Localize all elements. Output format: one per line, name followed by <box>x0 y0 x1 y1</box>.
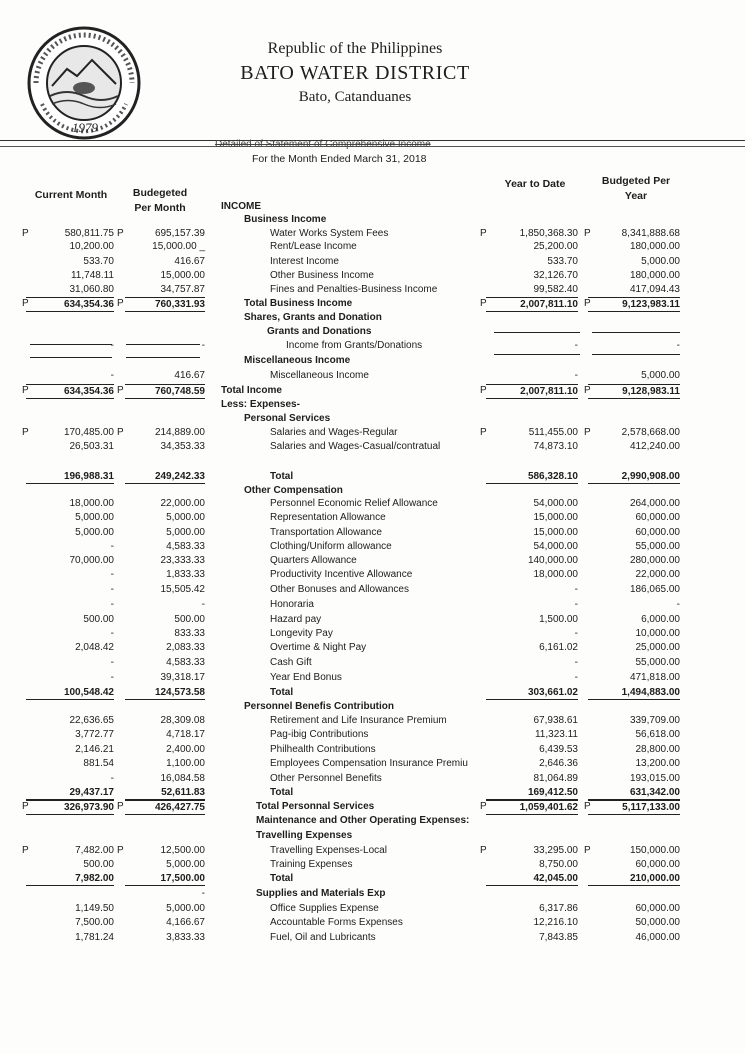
cell-bm: 15,505.42 <box>160 584 205 595</box>
cell-cm: 170,485.00 <box>63 427 114 438</box>
row-label: Quarters Allowance <box>270 555 357 566</box>
row-label: Total Personnal Services <box>256 801 375 812</box>
cell-bpy: 25,000.00 <box>635 642 680 653</box>
peso-sign: P <box>584 845 591 856</box>
cell-ytd: 15,000.00 <box>533 512 578 523</box>
row-label: Personal Services <box>244 413 331 424</box>
cell-cm: 31,060.80 <box>69 284 114 295</box>
cell-bm: 3,833.33 <box>166 932 205 943</box>
row-label: INCOME <box>221 201 261 212</box>
row-label: Other Compensation <box>244 485 343 496</box>
row-label: Miscellaneous Income <box>270 370 369 381</box>
row-label: Overtime & Night Pay <box>270 642 367 653</box>
peso-sign: P <box>584 427 591 438</box>
row-label: Other Bonuses and Allowances <box>270 584 409 595</box>
row-label: Total <box>270 873 294 884</box>
cell-ytd: 586,328.10 <box>486 470 578 484</box>
cell-bm: 4,718.17 <box>166 729 205 740</box>
cell-bm: 16,084.58 <box>160 773 205 784</box>
cell-bpy: 180,000.00 <box>629 270 680 281</box>
cell-cm: 11,748.11 <box>70 270 114 281</box>
row-label: Accountable Forms Expenses <box>270 917 403 928</box>
blank-line <box>494 332 580 333</box>
peso-sign: P <box>117 845 124 856</box>
cell-bpy: 150,000.00 <box>629 845 680 856</box>
cell-ytd: - <box>574 672 578 683</box>
cell-cm: 326,973.90 <box>26 800 114 815</box>
row-label: Hazard pay <box>270 614 322 625</box>
cell-ytd: 6,439.53 <box>539 744 578 755</box>
cell-cm: 5,000.00 <box>75 527 114 538</box>
cell-cm: 5,000.00 <box>75 512 114 523</box>
peso-sign: P <box>480 427 487 438</box>
cell-cm: 1,149.50 <box>75 903 114 914</box>
cell-ytd: 11,323.11 <box>534 729 578 740</box>
cell-ytd: 15,000.00 <box>533 527 578 538</box>
cell-ytd: 2,007,811.10 <box>486 384 578 399</box>
cell-bpy: 264,000.00 <box>629 498 680 509</box>
cell-bm: 15,000.00 <box>160 270 205 281</box>
cell-cm: 580,811.75 <box>64 228 114 239</box>
cell-bm: 28,309.08 <box>160 715 205 726</box>
col-year-to-date: Year to Date <box>504 178 566 190</box>
cell-ytd: 169,412.50 <box>486 786 578 800</box>
peso-sign: P <box>22 801 29 812</box>
cell-cm: 196,988.31 <box>26 470 114 484</box>
col-current-month: Current Month <box>34 189 108 201</box>
cell-bpy: 5,117,133.00 <box>588 800 680 815</box>
cell-bpy: 193,015.00 <box>629 773 680 784</box>
cell-ytd: 42,045.00 <box>486 872 578 886</box>
cell-bpy: 56,618.00 <box>635 729 680 740</box>
statement-period: For the Month Ended March 31, 2018 <box>252 153 427 165</box>
cell-bpy: 50,000.00 <box>635 917 680 928</box>
row-label: Honoraria <box>270 599 314 610</box>
row-label: Philhealth Contributions <box>270 744 376 755</box>
cell-bpy: 13,200.00 <box>635 758 680 769</box>
cell-bpy: 22,000.00 <box>635 569 680 580</box>
cell-bpy: 55,000.00 <box>635 541 680 552</box>
cell-bpy: - <box>676 599 680 610</box>
cell-cm: 7,982.00 <box>26 872 114 886</box>
cell-ytd: - <box>574 599 578 610</box>
header-address: Bato, Catanduanes <box>298 89 412 105</box>
row-label: Other Personnel Benefits <box>270 773 382 784</box>
cell-cm: 1,781.24 <box>75 932 114 943</box>
cell-bm: 426,427.75 <box>125 800 205 815</box>
cell-bpy: 5,000.00 <box>641 256 680 267</box>
cell-ytd: 81,064.89 <box>533 773 578 784</box>
row-label: Longevity Pay <box>270 628 333 639</box>
cell-ytd: - <box>574 657 578 668</box>
cell-bm: - <box>201 599 205 610</box>
cell-ytd: 2,007,811.10 <box>486 297 578 312</box>
row-label: Salaries and Wages-Casual/contratual <box>270 441 441 452</box>
cell-bm: - <box>201 888 205 899</box>
cell-bm: 416.67 <box>174 256 205 267</box>
row-label: Shares, Grants and Donation <box>244 312 382 323</box>
cell-cm: - <box>110 541 114 552</box>
cell-cm: 634,354.36 <box>26 297 114 312</box>
row-label: Travelling Expenses <box>256 830 353 841</box>
cell-bpy: 471,818.00 <box>629 672 680 683</box>
row-label: Less: Expenses- <box>221 399 300 410</box>
cell-bm: 17,500.00 <box>125 872 205 886</box>
cell-ytd: 511,455.00 <box>528 427 578 438</box>
header-republic: Republic of the Philippines <box>267 40 443 57</box>
cell-ytd: 18,000.00 <box>533 569 578 580</box>
cell-bpy: 9,128,983.11 <box>588 384 680 399</box>
cell-bm: 1,100.00 <box>166 758 205 769</box>
cell-cm: - <box>110 569 114 580</box>
col-budgeted-per-year: Budgeted Per Year <box>601 175 671 202</box>
cell-cm: - <box>110 773 114 784</box>
row-label: Personnel Economic Relief Allowance <box>270 498 438 509</box>
cell-cm: 29,437.17 <box>26 786 114 800</box>
blank-line <box>30 357 112 358</box>
row-label: Interest Income <box>270 256 339 267</box>
cell-ytd: 533.70 <box>547 256 578 267</box>
row-label: Productivity Incentive Allowance <box>270 569 413 580</box>
cell-bm: - <box>201 340 205 351</box>
peso-sign: P <box>22 845 29 856</box>
cell-bm: 5,000.00 <box>166 903 205 914</box>
cell-bpy: 180,000.00 <box>629 241 680 252</box>
row-label: Office Supplies Expense <box>270 903 379 914</box>
cell-bm: 695,157.39 <box>154 228 205 239</box>
cell-cm: 22,636.65 <box>69 715 114 726</box>
peso-sign: P <box>117 298 124 309</box>
svg-text:1979: 1979 <box>72 120 98 135</box>
row-label: Representation Allowance <box>270 512 386 523</box>
cell-cm: 100,548.42 <box>26 686 114 700</box>
row-label: Supplies and Materials Exp <box>256 888 386 899</box>
row-label: Total <box>270 471 294 482</box>
cell-bm: 15,000.00 _ <box>152 241 205 252</box>
cell-ytd: 2,646.36 <box>539 758 578 769</box>
cell-ytd: 1,059,401.62 <box>486 800 578 815</box>
cell-bm: 2,083.33 <box>166 642 205 653</box>
cell-cm: - <box>110 672 114 683</box>
cell-ytd: 8,750.00 <box>539 859 578 870</box>
row-label: Employees Compensation Insurance Premiu <box>270 758 468 769</box>
row-label: Fuel, Oil and Lubricants <box>270 932 376 943</box>
row-label: Total Income <box>221 385 282 396</box>
peso-sign: P <box>584 385 591 396</box>
peso-sign: P <box>117 228 124 239</box>
cell-bm: 34,353.33 <box>160 441 205 452</box>
cell-bm: 833.33 <box>174 628 205 639</box>
cell-cm: - <box>110 340 114 351</box>
row-label: Transportation Allowance <box>270 527 382 538</box>
cell-bpy: 10,000.00 <box>635 628 680 639</box>
cell-bpy: 210,000.00 <box>588 872 680 886</box>
cell-bm: 500.00 <box>174 614 205 625</box>
cell-cm: 634,354.36 <box>26 384 114 399</box>
cell-ytd: 74,873.10 <box>533 441 578 452</box>
cell-ytd: 67,938.61 <box>533 715 578 726</box>
cell-bpy: 412,240.00 <box>629 441 680 452</box>
cell-bpy: 60,000.00 <box>635 859 680 870</box>
peso-sign: P <box>22 427 29 438</box>
cell-ytd: 1,500.00 <box>539 614 578 625</box>
cell-ytd: - <box>574 370 578 381</box>
cell-bpy: 5,000.00 <box>641 370 680 381</box>
row-label: Personnel Benefis Contribution <box>244 701 395 712</box>
cell-cm: - <box>110 584 114 595</box>
row-label: Pag-ibig Contributions <box>270 729 369 740</box>
row-label: Retirement and Life Insurance Premium <box>270 715 447 726</box>
cell-bm: 5,000.00 <box>166 512 205 523</box>
cell-bpy: 60,000.00 <box>635 512 680 523</box>
cell-cm: 70,000.00 <box>69 555 114 566</box>
cell-ytd: 54,000.00 <box>533 498 578 509</box>
cell-bm: 4,583.33 <box>166 657 205 668</box>
cell-ytd: 6,317.86 <box>539 903 578 914</box>
cell-cm: 10,200.00 <box>69 241 114 252</box>
row-label: Other Business Income <box>270 270 374 281</box>
peso-sign: P <box>22 298 29 309</box>
blank-line <box>126 344 200 345</box>
cell-bm: 124,573.58 <box>125 686 205 700</box>
cell-bpy: 9,123,983.11 <box>588 297 680 312</box>
cell-bpy: 2,578,668.00 <box>621 427 680 438</box>
row-label: Maintenance and Other Operating Expenses: <box>256 815 470 826</box>
row-label: Fines and Penalties-Business Income <box>270 284 438 295</box>
peso-sign: P <box>480 801 487 812</box>
cell-ytd: 12,216.10 <box>533 917 578 928</box>
blank-line <box>494 354 580 355</box>
water-district-seal-icon <box>22 24 146 142</box>
row-label: Clothing/Uniform allowance <box>270 541 392 552</box>
peso-sign: P <box>117 801 124 812</box>
cell-cm: 533.70 <box>83 256 114 267</box>
blank-line <box>592 332 680 333</box>
row-label: Total <box>270 787 294 798</box>
cell-cm: - <box>110 370 114 381</box>
cell-bm: 5,000.00 <box>166 859 205 870</box>
peso-sign: P <box>584 228 591 239</box>
peso-sign: P <box>584 801 591 812</box>
cell-bm: 22,000.00 <box>160 498 205 509</box>
cell-ytd: 140,000.00 <box>527 555 578 566</box>
row-label: Total <box>270 687 294 698</box>
peso-sign: P <box>22 228 29 239</box>
cell-bm: 52,611.83 <box>125 786 205 800</box>
row-label: Total Business Income <box>244 298 353 309</box>
cell-bpy: 186,065.00 <box>629 584 680 595</box>
cell-cm: 881.54 <box>83 758 114 769</box>
peso-sign: P <box>584 298 591 309</box>
cell-cm: 500.00 <box>83 614 114 625</box>
cell-bm: 34,757.87 <box>160 284 205 295</box>
cell-ytd: 6,161.02 <box>539 642 578 653</box>
cell-ytd: 32,126.70 <box>533 270 578 281</box>
cell-cm: 500.00 <box>83 859 114 870</box>
peso-sign: P <box>117 427 124 438</box>
blank-line <box>30 344 112 345</box>
row-label: Salaries and Wages-Regular <box>270 427 398 438</box>
cell-ytd: - <box>574 584 578 595</box>
cell-bm: 4,583.33 <box>166 541 205 552</box>
cell-bpy: 280,000.00 <box>629 555 680 566</box>
row-label: Water Works System Fees <box>270 228 389 239</box>
peso-sign: P <box>480 228 487 239</box>
peso-sign: P <box>117 385 124 396</box>
cell-cm: - <box>110 657 114 668</box>
cell-cm: - <box>110 599 114 610</box>
cell-bpy: 417,094.43 <box>629 284 680 295</box>
cell-ytd: 99,582.40 <box>533 284 578 295</box>
cell-bm: 5,000.00 <box>166 527 205 538</box>
cell-ytd: - <box>574 340 578 351</box>
cell-bm: 416.67 <box>174 370 205 381</box>
cell-ytd: 54,000.00 <box>533 541 578 552</box>
cell-bm: 4,166.67 <box>166 917 205 928</box>
cell-ytd: 1,850,368.30 <box>519 228 578 239</box>
cell-bm: 1,833.33 <box>166 569 205 580</box>
peso-sign: P <box>480 845 487 856</box>
cell-bpy: 6,000.00 <box>641 614 680 625</box>
blank-line <box>126 357 200 358</box>
cell-cm: 7,500.00 <box>75 917 114 928</box>
row-label: Business Income <box>244 214 327 225</box>
row-label: Income from Grants/Donations <box>286 340 423 351</box>
cell-bpy: 55,000.00 <box>635 657 680 668</box>
cell-bm: 760,748.59 <box>125 384 205 399</box>
cell-bm: 760,331.93 <box>125 297 205 312</box>
cell-bm: 23,333.33 <box>160 555 205 566</box>
cell-ytd: 303,661.02 <box>486 686 578 700</box>
cell-cm: - <box>110 628 114 639</box>
cell-ytd: 7,843.85 <box>539 932 578 943</box>
cell-bm: 214,889.00 <box>154 427 205 438</box>
cell-bm: 39,318.17 <box>160 672 205 683</box>
peso-sign: P <box>22 385 29 396</box>
cell-bpy: - <box>676 340 680 351</box>
row-label: Travelling Expenses-Local <box>270 845 387 856</box>
cell-bpy: 46,000.00 <box>635 932 680 943</box>
cell-bm: 12,500.00 <box>160 845 205 856</box>
header-agency-name: BATO WATER DISTRICT <box>240 62 470 84</box>
row-label: Miscellaneous Income <box>244 355 351 366</box>
cell-cm: 2,146.21 <box>75 744 114 755</box>
row-label: Grants and Donations <box>267 326 372 337</box>
row-label: Rent/Lease Income <box>270 241 357 252</box>
cell-bm: 249,242.33 <box>125 470 205 484</box>
cell-bpy: 631,342.00 <box>588 786 680 800</box>
cell-bpy: 60,000.00 <box>635 903 680 914</box>
cell-cm: 3,772.77 <box>75 729 114 740</box>
cell-cm: 2,048.42 <box>75 642 114 653</box>
row-label: Training Expenses <box>270 859 353 870</box>
blank-line <box>592 354 680 355</box>
cell-bm: 2,400.00 <box>166 744 205 755</box>
cell-bpy: 2,990,908.00 <box>588 470 680 484</box>
row-label: Year End Bonus <box>270 672 342 683</box>
cell-bpy: 28,800.00 <box>635 744 680 755</box>
peso-sign: P <box>480 385 487 396</box>
cell-cm: 7,482.00 <box>75 845 114 856</box>
cell-bpy: 1,494,883.00 <box>588 686 680 700</box>
cell-ytd: 25,200.00 <box>533 241 578 252</box>
cell-cm: 18,000.00 <box>69 498 114 509</box>
row-label: Cash Gift <box>270 657 312 668</box>
col-budgeted-per-month: Budegeted Per Month <box>132 187 188 214</box>
statement-title: Detailed of Statement of Comprehensive Income <box>215 139 431 150</box>
cell-cm: 26,503.31 <box>69 441 114 452</box>
peso-sign: P <box>480 298 487 309</box>
cell-bpy: 339,709.00 <box>629 715 680 726</box>
cell-bpy: 8,341,888.68 <box>621 228 680 239</box>
cell-ytd: 33,295.00 <box>533 845 578 856</box>
cell-ytd: - <box>574 628 578 639</box>
cell-bpy: 60,000.00 <box>635 527 680 538</box>
